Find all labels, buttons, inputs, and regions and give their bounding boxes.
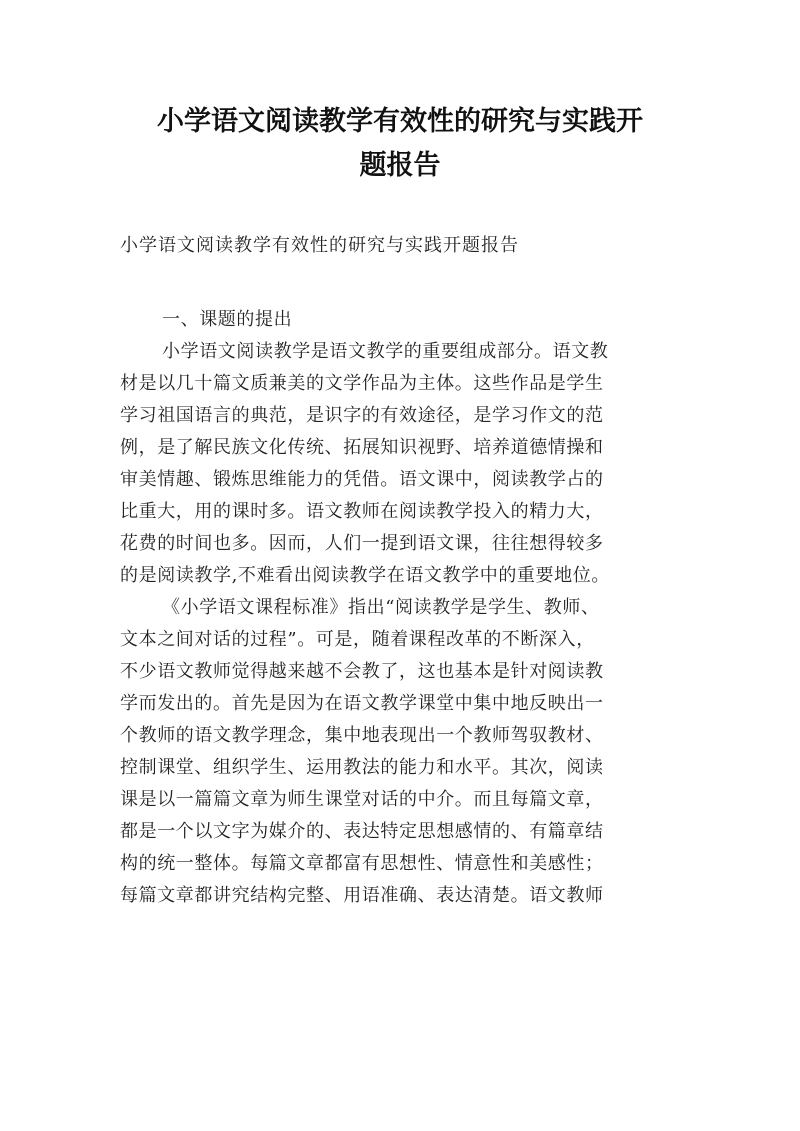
paragraph-line: 《小学语文课程标准》指出“阅读教学是学生、教师、: [162, 597, 600, 618]
document-body: [120, 304, 690, 912]
paragraph-line: 文本之间对话的过程”。可是，随着课程改革的不断深入，: [120, 629, 595, 650]
paragraph-line: 小学语文阅读教学是语文教学的重要组成部分。语文教: [162, 341, 609, 362]
paragraph-2: [120, 592, 690, 912]
title-line: 题报告: [359, 150, 441, 181]
paragraph-line: 构的统一整体。每篇文章都富有思想性、情意性和美感性；: [120, 853, 604, 874]
paragraph-line: 比重大，用的课时多。语文教师在阅读教学投入的精力大，: [120, 501, 604, 522]
paragraph-line: 学而发出的。首先是因为在语文教学课堂中集中地反映出一: [120, 693, 604, 714]
paragraph-line: 个教师的语文教学理念，集中地表现出一个教师驾驭教材、: [120, 725, 604, 746]
paragraph-line: 的是阅读教学,不难看出阅读教学在语文教学中的重要地位。: [120, 565, 610, 586]
title-line: 小学语文阅读教学有效性的研究与实践开: [157, 106, 643, 137]
paragraph-line: 不少语文教师觉得越来越不会教了，这也基本是针对阅读教: [120, 661, 604, 682]
paragraph-line: 都是一个以文字为媒介的、表达特定思想感情的、有篇章结: [120, 821, 604, 842]
paragraph-line: 学习祖国语言的典范，是识字的有效途径，是学习作文的范: [120, 405, 604, 426]
paragraph-line: 控制课堂、组织学生、运用教法的能力和水平。其次，阅读: [120, 757, 604, 778]
paragraph-line: 材是以几十篇文质兼美的文学作品为主体。这些作品是学生: [120, 373, 604, 394]
paragraph-line: 例，是了解民族文化传统、拓展知识视野、培养道德情操和: [120, 437, 604, 458]
paragraph-1: [120, 336, 690, 592]
document-subtitle: 小学语文阅读教学有效性的研究与实践开题报告: [120, 235, 519, 256]
paragraph-line: 审美情趣、锻炼思维能力的凭借。语文课中，阅读教学占的: [120, 469, 604, 490]
paragraph-line: 课是以一篇篇文章为师生课堂对话的中介。而且每篇文章，: [120, 789, 604, 810]
document-title: [110, 100, 690, 188]
paragraph-line: 每篇文章都讲究结构完整、用语准确、表达清楚。语文教师: [120, 885, 604, 906]
section-heading: 一、课题的提出: [162, 309, 293, 330]
paragraph-line: 花费的时间也多。因而，人们一提到语文课，往往想得较多: [120, 533, 604, 554]
